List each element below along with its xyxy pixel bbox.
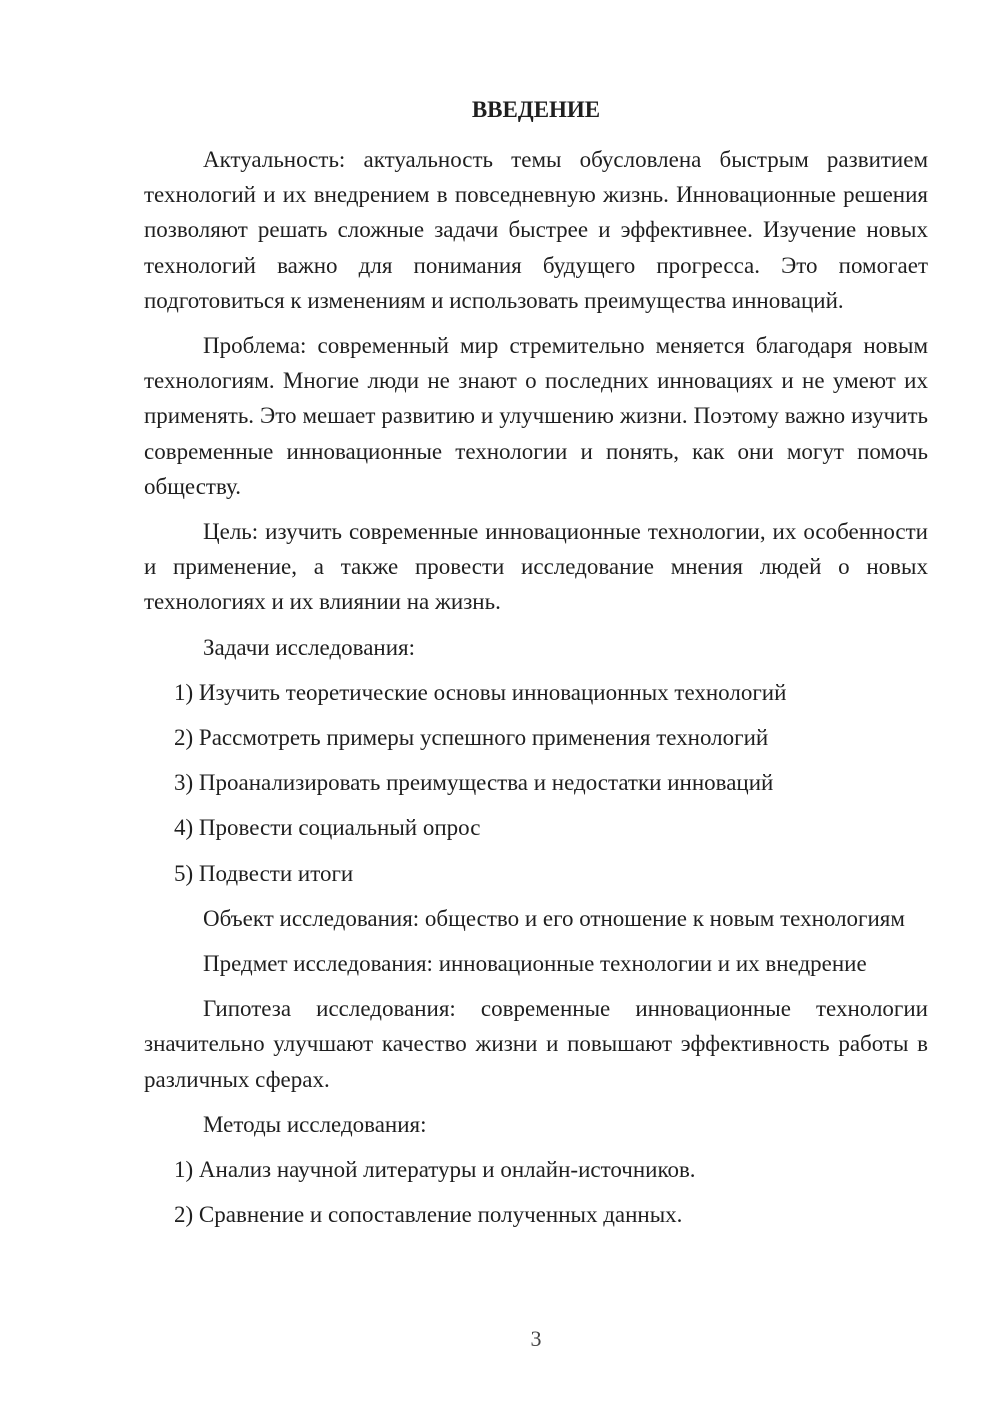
section-title: ВВЕДЕНИЕ	[471, 97, 601, 122]
goal-paragraph: Цель: изучить современные инновационные технологии, их особенности и применение, а также провести исследование мнения людей о новых технологиях и их влиянии на жизнь.	[144, 519, 928, 615]
document-body	[144, 142, 928, 1242]
subject-paragraph: Предмет исследования: инновационные технологии и их внедрение	[203, 951, 867, 977]
task-item: 5) Подвести итоги	[174, 860, 354, 886]
object-paragraph: Объект исследования: общество и его отношение к новым технологиям	[203, 905, 905, 931]
relevance-paragraph: Актуальность: актуальность темы обусловлена быстрым развитием технологий и их внедрением в повседневную жизнь. Инновационные решения позволяют решать сложные задачи быстрее и эффективнее. Изучение новых технологий важно для понимания будущего прогресса. Это помогает подготовиться к изменениям и использовать преимущества инноваций.	[144, 147, 928, 313]
task-item: 1) Изучить теоретические основы инновационных технологий	[174, 679, 787, 705]
problem-paragraph: Проблема: современный мир стремительно меняется благодаря новым технологиям. Многие люди не знают о последних инновациях и не умеют их применять. Это мешает развитию и улучшению жизни. Поэтому важно изучить современные инновационные технологии и понять, как они могут помочь обществу.	[144, 333, 928, 499]
task-item: 2) Рассмотреть примеры успешного применения технологий	[174, 725, 769, 751]
tasks-heading: Задачи исследования:	[203, 634, 416, 660]
method-item: 1) Анализ научной литературы и онлайн-источников.	[174, 1157, 696, 1183]
hypothesis-paragraph: Гипотеза исследования: современные инновационные технологии значительно улучшают качество жизни и повышают эффективность работы в различных сферах.	[144, 996, 928, 1092]
method-item: 2) Сравнение и сопоставление полученных данных.	[174, 1202, 683, 1228]
task-item: 3) Проанализировать преимущества и недостатки инноваций	[174, 770, 774, 796]
methods-heading: Методы исследования:	[203, 1111, 427, 1137]
task-item: 4) Провести социальный опрос	[174, 815, 481, 841]
page-number: 3	[530, 1326, 542, 1351]
